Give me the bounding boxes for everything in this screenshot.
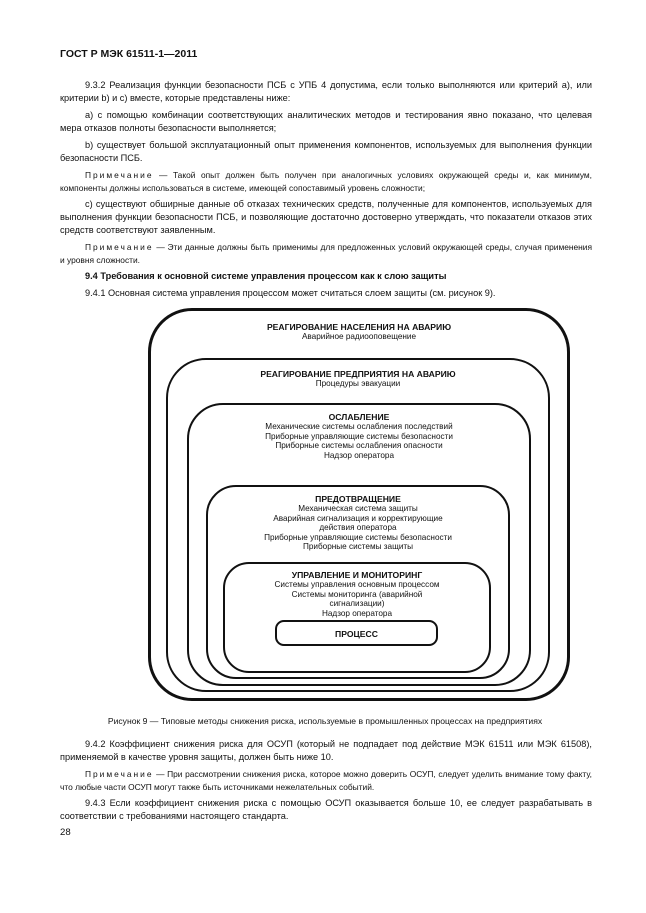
layer-line: Приборные управляющие системы безопасности: [265, 431, 453, 441]
list-item-c: с) существуют обширные данные об отказах технических средств, полученные для компонентов, используемых для выполнения функции безопасности ПСБ, и позволяющие достаточно достоверно утверждать, что показатели отказов этих средств соответствуют заявленным.: [60, 199, 592, 235]
note-label: Примечание: [85, 242, 154, 252]
layer-line: действия оператора: [319, 523, 397, 533]
page-content: [60, 79, 592, 827]
note-label: Примечание: [85, 769, 154, 779]
figure-protection-layers: [60, 308, 592, 703]
paragraph-9-3-2: 9.3.2 Реализация функции безопасности ПСБ с УПБ 4 допустима, если только выполняются или критерий а), или критерии b) и с) вместе, которые представлены ниже:: [60, 80, 592, 103]
layer-line: Системы управления основным процессом: [274, 580, 440, 589]
layer-line: Аварийная сигнализация и корректирующие: [273, 513, 443, 523]
list-item-b: b) существует большой эксплуатационный опыт применения компонентов, используемых для выполнения функции безопасности ПСБ.: [60, 140, 592, 163]
layer-title: РЕАГИРОВАНИЕ НАСЕЛЕНИЯ НА АВАРИЮ: [266, 322, 452, 332]
layer-process: [275, 620, 438, 646]
layer-line: Приборные управляющие системы безопасности: [264, 532, 452, 542]
note-label: Примечание: [85, 170, 154, 180]
layer-line: Надзор оператора: [321, 608, 393, 618]
list-item-a: а) с помощью комбинации соответствующих аналитических методов и тестирования явно показано, что целевая мера отказов полноты безопасности выполняется;: [60, 110, 592, 133]
layer-line: Приборные системы ослабления опасности: [275, 441, 443, 451]
figure-caption: Рисунок 9 — Типовые методы снижения риска, используемые в промышленных процессах на предприятиях: [107, 716, 543, 726]
layer-line: сигнализации): [329, 599, 385, 609]
note-2-text: — Эти данные должны быть применимы для предложенных условий окружающей среды, случая применения и уровня сложности.: [60, 242, 592, 265]
note-3-text: — При рассмотрении снижения риска, которое можно доверить ОСУП, следует уделить внимание тому факту, что любые части ОСУП могут также быть источниками нежелательных событий.: [60, 769, 592, 792]
layer-line: Механическая система защиты: [298, 504, 418, 513]
layer-title: ПРЕДОТВРАЩЕНИЕ: [315, 494, 401, 504]
note-1-text: — Такой опыт должен быть получен при аналогичных условиях окружающей среды и, как минимум, компоненты должны использоваться в системе, имеющей сопоставимый уровень сложности;: [60, 170, 592, 193]
layer-title: ПРОЦЕСС: [335, 629, 378, 639]
paragraph-9-4-3: 9.4.3 Если коэффициент снижения риска с помощью ОСУП оказывается больше 10, ее следует разрабатывать в соответствии с требованиями настоящего стандарта.: [60, 798, 592, 821]
layer-title: РЕАГИРОВАНИЕ ПРЕДПРИЯТИЯ НА АВАРИЮ: [260, 369, 456, 379]
page-number: 28: [60, 827, 71, 838]
layer-line: Процедуры эвакуации: [315, 379, 401, 388]
layer-line: Надзор оператора: [323, 450, 395, 460]
layer-line: Приборные системы защиты: [302, 542, 414, 552]
layer-title: УПРАВЛЕНИЕ И МОНИТОРИНГ: [291, 570, 423, 580]
layer-line: Аварийное радиооповещение: [301, 332, 417, 341]
note-3: [60, 768, 592, 793]
note-1: [60, 169, 592, 194]
layer-line: Механические системы ослабления последствий: [265, 422, 453, 431]
note-2: [60, 241, 592, 266]
paragraph-9-4-1: 9.4.1 Основная система управления процессом может считаться слоем защиты (см. рисунок 9).: [85, 288, 496, 298]
layer-line: Системы мониторинга (аварийной: [291, 589, 423, 599]
layer-title: ОСЛАБЛЕНИЕ: [328, 412, 390, 422]
document-header: ГОСТ Р МЭК 61511-1—2011: [60, 48, 198, 60]
section-heading-9-4: 9.4 Требования к основной системе управления процессом как к слою защиты: [85, 271, 447, 281]
layer-control-and-monitoring: [223, 562, 491, 673]
paragraph-9-4-2: 9.4.2 Коэффициент снижения риска для ОСУП (который не подпадает под действие МЭК 61511 или МЭК 61508), применяемой в качестве уровня защиты, должен быть ниже 10.: [60, 739, 592, 762]
